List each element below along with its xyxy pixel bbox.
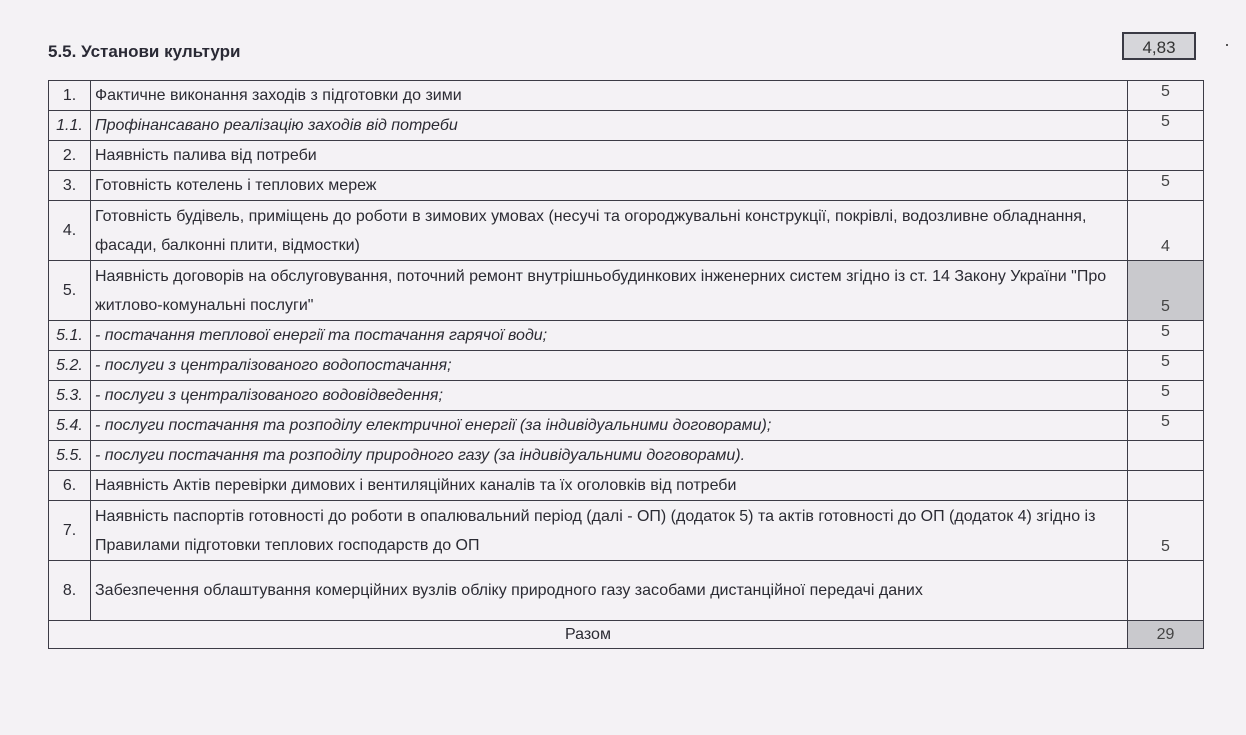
row-value: 5 [1128,501,1204,561]
table-row [49,561,1204,621]
table-row [49,111,1204,141]
row-text: Готовність будівель, приміщень до роботи в зимових умовах (несучі та огороджувальні конструкції, покрівлі, водозливне обладнання, фасади, балконні плити, відмостки) [91,201,1128,261]
table-row [49,141,1204,171]
row-number: 8. [49,561,91,621]
table-row [49,81,1204,111]
row-text: - послуги з централізованого водопостачання; [91,351,1128,381]
row-number: 2. [49,141,91,171]
row-value: 5 [1128,81,1204,111]
row-text: Фактичне виконання заходів з підготовки до зими [91,81,1128,111]
row-number: 6. [49,471,91,501]
row-value: 5 [1128,351,1204,381]
readiness-table [48,80,1204,649]
row-text: Наявність договорів на обслуговування, поточний ремонт внутрішньобудинкових інженерних систем згідно із ст. 14 Закону України "Про житлово-комунальні послуги" [91,261,1128,321]
row-text: - послуги постачання та розподілу електричної енергії (за індивідуальними договорами); [91,411,1128,441]
row-number: 1. [49,81,91,111]
row-text: Наявність Актів перевірки димових і вентиляційних каналів та їх оголовків від потреби [91,471,1128,501]
table-row [49,171,1204,201]
table-row [49,351,1204,381]
row-number: 5.3. [49,381,91,411]
row-value: 5 [1128,171,1204,201]
table-row [49,321,1204,351]
row-number: 4. [49,201,91,261]
row-text: Профінансавано реалізацію заходів від потреби [91,111,1128,141]
section-title: 5.5. Установи культури [48,42,241,61]
row-number: 5.2. [49,351,91,381]
row-text: Наявність палива від потреби [91,141,1128,171]
row-text: - послуги з централізованого водовідведення; [91,381,1128,411]
row-text: - постачання теплової енергії та постачання гарячої води; [91,321,1128,351]
table-row [49,501,1204,561]
total-value: 29 [1128,621,1204,649]
table-row [49,441,1204,471]
row-value [1128,561,1204,621]
row-value [1128,471,1204,501]
table-row [49,261,1204,321]
row-value [1128,141,1204,171]
section-score-box: 4,83 [1122,32,1196,60]
row-value: 5 [1128,381,1204,411]
row-text: Забезпечення облаштування комерційних вузлів обліку природного газу засобами дистанційної передачі даних [91,561,1128,621]
stray-mark [1226,44,1228,46]
row-text: - послуги постачання та розподілу природного газу (за індивідуальними договорами). [91,441,1128,471]
row-text: Наявність паспортів готовності до роботи в опалювальний період (далі - ОП) (додаток 5) та актів готовності до ОП (додаток 4) згідно із Правилами підготовки теплових господарств до ОП [91,501,1128,561]
row-text: Готовність котелень і теплових мереж [91,171,1128,201]
row-value: 5 [1128,261,1204,321]
row-number: 7. [49,501,91,561]
row-value: 5 [1128,411,1204,441]
table-row [49,471,1204,501]
row-number: 5. [49,261,91,321]
row-value: 4 [1128,201,1204,261]
row-number: 5.4. [49,411,91,441]
total-label: Разом [49,621,1128,649]
table-row [49,201,1204,261]
row-number: 1.1. [49,111,91,141]
row-number: 3. [49,171,91,201]
row-value [1128,441,1204,471]
table-row [49,411,1204,441]
row-number: 5.1. [49,321,91,351]
row-value: 5 [1128,321,1204,351]
row-number: 5.5. [49,441,91,471]
total-row [49,621,1204,649]
row-value: 5 [1128,111,1204,141]
table-row [49,381,1204,411]
